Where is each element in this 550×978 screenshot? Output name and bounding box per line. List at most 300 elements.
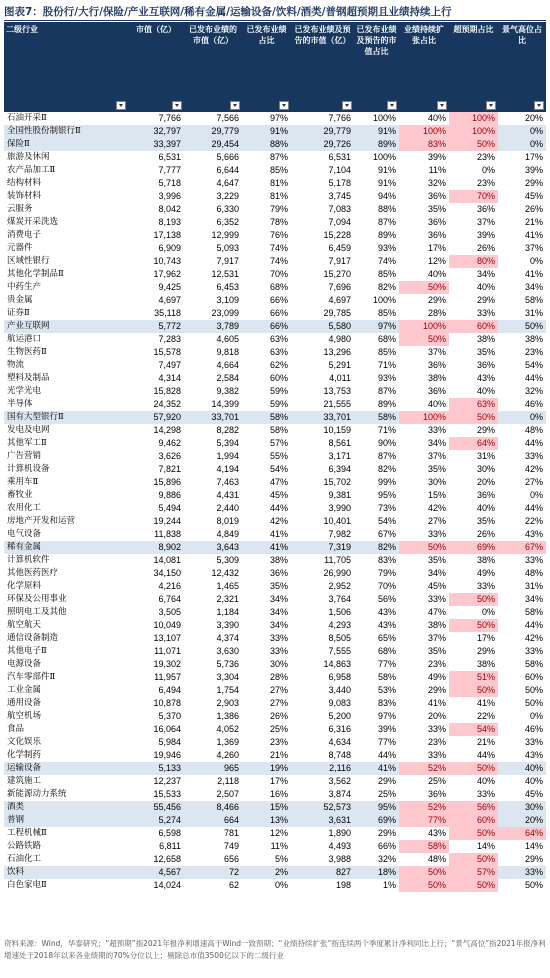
value-cell: 6,352 [216, 217, 239, 227]
value-cell: 10,743 [153, 256, 181, 266]
value-cell: 77% [377, 737, 396, 747]
value-cell: 6,531 [328, 152, 351, 162]
value-cell: 58% [524, 659, 543, 669]
value-cell: 62 [228, 880, 239, 890]
value-cell: 66% [269, 308, 288, 318]
value-cell: 43% [377, 620, 396, 630]
value-cell: 29,779 [184, 125, 242, 138]
value-cell: 33% [269, 633, 288, 643]
industry-name-cell: 畜牧业 [7, 490, 33, 500]
value-cell: 37% [427, 347, 446, 357]
table-row [4, 255, 546, 268]
value-cell: 8,466 [184, 801, 242, 814]
value-cell: 19,946 [153, 750, 181, 760]
value-cell: 4,493 [328, 841, 351, 851]
table-row [4, 775, 546, 788]
value-cell: 33% [524, 737, 543, 747]
value-cell: 44% [524, 373, 543, 383]
value-cell: 50% [399, 866, 449, 879]
value-cell: 82% [377, 464, 396, 474]
value-cell: 63% [269, 347, 288, 357]
value-cell: 66% [269, 295, 288, 305]
value-cell: 42% [427, 503, 446, 513]
filter-dropdown-icon[interactable] [172, 101, 182, 110]
industry-name-cell: 其他化学制品Ⅱ [7, 269, 64, 279]
value-cell: 20% [476, 477, 495, 487]
value-cell: 4,314 [158, 373, 181, 383]
industry-name-cell: 其他医药医疗 [7, 568, 59, 578]
value-cell: 8,748 [328, 750, 351, 760]
value-cell: 4,011 [329, 373, 351, 383]
value-cell: 69% [354, 814, 399, 827]
value-cell: 80% [449, 255, 498, 268]
value-cell: 7,777 [158, 165, 181, 175]
value-cell: 1,465 [216, 581, 239, 591]
value-cell: 48% [524, 568, 543, 578]
value-cell: 74% [377, 256, 396, 266]
value-cell: 4,664 [216, 360, 239, 370]
value-cell: 0% [481, 165, 495, 175]
value-cell: 7,083 [328, 204, 351, 214]
col-header-published-forecast-share: 已发布业绩及预告的市值占比 [354, 22, 399, 112]
value-cell: 23% [427, 737, 446, 747]
value-cell: 21% [476, 737, 495, 747]
industry-name-cell: 稀有金属 [4, 541, 128, 554]
industry-name-cell: 航空航天 [7, 620, 42, 630]
value-cell: 41% [476, 698, 495, 708]
value-cell: 33% [427, 529, 446, 539]
table-row [4, 814, 546, 827]
value-cell: 42% [524, 464, 543, 474]
table-row [4, 437, 546, 450]
table-row [4, 866, 546, 879]
industry-name-cell: 农用化工 [7, 503, 42, 513]
value-cell: 38% [524, 334, 543, 344]
value-cell: 37% [476, 217, 495, 227]
table-row [4, 567, 546, 580]
value-cell: 5,274 [128, 814, 184, 827]
value-cell: 3,304 [216, 672, 239, 682]
industry-name-cell: 贵金属 [7, 295, 33, 305]
value-cell: 30% [427, 477, 446, 487]
value-cell: 40% [524, 776, 543, 786]
value-cell: 47% [269, 477, 288, 487]
table-row [4, 788, 546, 801]
value-cell: 5,666 [216, 152, 239, 162]
value-cell: 45% [524, 191, 543, 201]
value-cell: 95% [354, 801, 399, 814]
value-cell: 50% [449, 593, 498, 606]
filter-dropdown-icon[interactable] [279, 101, 289, 110]
filter-dropdown-icon[interactable] [387, 101, 397, 110]
value-cell: 32% [524, 386, 543, 396]
value-cell: 7,094 [328, 217, 351, 227]
filter-dropdown-icon[interactable] [116, 101, 126, 110]
table-row [4, 463, 546, 476]
value-cell: 34% [269, 620, 288, 630]
value-cell: 17% [476, 633, 495, 643]
value-cell: 2,118 [217, 776, 239, 786]
industry-name-cell: 国有大型银行Ⅱ [4, 411, 128, 424]
value-cell: 26,990 [323, 568, 351, 578]
value-cell: 68% [377, 646, 396, 656]
value-cell: 54% [524, 360, 543, 370]
value-cell: 15,828 [153, 386, 181, 396]
value-cell: 44% [377, 750, 396, 760]
value-cell: 9,818 [216, 347, 239, 357]
value-cell: 41% [524, 230, 543, 240]
value-cell: 12,237 [153, 776, 181, 786]
industry-name-cell: 光学光电 [7, 386, 42, 396]
value-cell: 42% [524, 633, 543, 643]
value-cell: 5,200 [328, 711, 351, 721]
value-cell: 15,228 [323, 230, 351, 240]
value-cell: 26% [524, 204, 543, 214]
value-cell: 13,107 [153, 633, 181, 643]
value-cell: 23% [524, 347, 543, 357]
value-cell: 85% [269, 165, 288, 175]
value-cell: 27% [427, 516, 446, 526]
value-cell: 10,401 [323, 516, 351, 526]
table-body [4, 112, 546, 892]
value-cell: 6,644 [216, 165, 239, 175]
value-cell: 8,561 [328, 438, 351, 448]
filter-dropdown-icon[interactable] [486, 101, 496, 110]
industry-name-cell: 其他军工Ⅱ [7, 438, 47, 448]
value-cell: 38% [427, 373, 446, 383]
value-cell: 33% [524, 451, 543, 461]
value-cell: 20% [524, 113, 543, 123]
value-cell: 4,567 [128, 866, 184, 879]
value-cell: 60% [269, 373, 288, 383]
value-cell: 5,494 [158, 503, 181, 513]
value-cell: 36% [476, 490, 495, 500]
value-cell: 27% [269, 698, 288, 708]
value-cell: 29,779 [291, 125, 354, 138]
value-cell: 91% [377, 165, 396, 175]
value-cell: 34% [524, 282, 543, 292]
value-cell: 25% [377, 789, 396, 799]
table-row [4, 554, 546, 567]
value-cell: 88% [242, 138, 291, 151]
value-cell: 1,506 [328, 607, 351, 617]
value-cell: 0% [498, 138, 546, 151]
value-cell: 70% [449, 190, 498, 203]
industry-name-cell: 汽车零部件Ⅱ [7, 672, 56, 682]
value-cell: 17% [427, 243, 446, 253]
value-cell: 40% [427, 113, 446, 123]
value-cell: 5,178 [328, 178, 351, 188]
value-cell: 2,507 [216, 789, 239, 799]
value-cell: 5,093 [216, 243, 239, 253]
value-cell: 3,626 [158, 451, 181, 461]
value-cell: 15,578 [153, 347, 181, 357]
value-cell: 94% [377, 191, 396, 201]
value-cell: 18% [354, 866, 399, 879]
industry-name-cell: 通信设备制造 [7, 633, 59, 643]
industry-name-cell: 塑料及制品 [7, 373, 50, 383]
filter-dropdown-icon[interactable] [230, 101, 240, 110]
value-cell: 0% [498, 411, 546, 424]
value-cell: 32,797 [128, 125, 184, 138]
value-cell: 44% [524, 620, 543, 630]
value-cell: 7,463 [216, 477, 239, 487]
industry-name-cell: 环保及公用事业 [7, 594, 67, 604]
industry-name-cell: 工程机械Ⅱ [7, 828, 47, 838]
value-cell: 38% [427, 620, 446, 630]
industry-name-cell: 普钢 [4, 814, 128, 827]
value-cell: 36% [427, 789, 446, 799]
value-cell: 6,811 [159, 841, 181, 851]
value-cell: 33% [269, 646, 288, 656]
value-cell: 73% [377, 503, 396, 513]
value-cell: 6,316 [328, 724, 351, 734]
value-cell: 83% [377, 555, 396, 565]
industry-name-cell: 云服务 [7, 204, 33, 214]
industry-name-cell: 区域性银行 [7, 256, 50, 266]
value-cell: 23% [427, 659, 446, 669]
value-cell: 29% [427, 685, 446, 695]
value-cell: 3,874 [328, 789, 351, 799]
value-cell: 21% [269, 750, 288, 760]
value-cell: 17,138 [153, 230, 181, 240]
table-row [4, 346, 546, 359]
value-cell: 100% [372, 295, 396, 305]
filter-dropdown-icon[interactable] [342, 101, 352, 110]
value-cell: 35% [427, 555, 446, 565]
value-cell: 68% [269, 282, 288, 292]
value-cell: 2,903 [216, 698, 239, 708]
value-cell: 50% [449, 853, 498, 866]
value-cell: 12% [269, 828, 288, 838]
value-cell: 7,104 [328, 165, 351, 175]
value-cell: 6,459 [328, 243, 351, 253]
value-cell: 40% [427, 269, 446, 279]
value-cell: 3,109 [216, 295, 239, 305]
value-cell: 0% [498, 125, 546, 138]
value-cell: 34% [269, 594, 288, 604]
filter-dropdown-icon[interactable] [534, 101, 544, 110]
value-cell: 6,958 [328, 672, 351, 682]
table-row [4, 294, 546, 307]
value-cell: 58% [524, 607, 543, 617]
value-cell: 39% [377, 724, 396, 734]
value-cell: 34,150 [153, 568, 181, 578]
col-header-published-share: 已发布业绩占比 [242, 22, 291, 112]
value-cell: 60% [449, 814, 498, 827]
value-cell: 26% [476, 529, 495, 539]
value-cell: 33% [427, 594, 446, 604]
value-cell: 3,988 [328, 854, 351, 864]
value-cell: 43% [377, 607, 396, 617]
value-cell: 89% [377, 230, 396, 240]
value-cell: 0% [529, 256, 543, 266]
table-row [4, 749, 546, 762]
value-cell: 12,531 [211, 269, 239, 279]
value-cell: 14% [524, 841, 543, 851]
value-cell: 4,216 [158, 581, 181, 591]
value-cell: 85% [377, 308, 396, 318]
value-cell: 29,785 [323, 308, 351, 318]
value-cell: 43% [524, 750, 543, 760]
industry-name-cell: 证券Ⅱ [7, 308, 30, 318]
value-cell: 50% [449, 827, 498, 840]
industry-name-cell: 产业互联网 [4, 320, 128, 333]
value-cell: 89% [354, 138, 399, 151]
value-cell: 50% [524, 698, 543, 708]
value-cell: 26% [476, 243, 495, 253]
value-cell: 81% [269, 178, 288, 188]
value-cell: 8,282 [216, 425, 239, 435]
value-cell: 4,194 [216, 464, 239, 474]
value-cell: 23,099 [211, 308, 239, 318]
value-cell: 28% [269, 672, 288, 682]
value-cell: 85% [377, 347, 396, 357]
value-cell: 17% [524, 152, 543, 162]
industry-name-cell: 运输设备 [4, 762, 128, 775]
table-row [4, 320, 546, 333]
value-cell: 51% [449, 671, 498, 684]
value-cell: 6,598 [158, 828, 181, 838]
value-cell: 7,566 [216, 113, 239, 123]
value-cell: 13% [242, 814, 291, 827]
value-cell: 87% [377, 451, 396, 461]
value-cell: 79% [377, 568, 396, 578]
value-cell: 38% [476, 334, 495, 344]
value-cell: 50% [399, 333, 449, 346]
value-cell: 50% [449, 762, 498, 775]
value-cell: 8,042 [158, 204, 181, 214]
table-row [4, 411, 546, 424]
value-cell: 11,705 [324, 555, 351, 565]
value-cell: 41% [269, 529, 288, 539]
table-row [4, 619, 546, 632]
value-cell: 4,980 [328, 334, 351, 344]
value-cell: 38% [269, 555, 288, 565]
value-cell: 30% [269, 659, 288, 669]
value-cell: 7,497 [158, 360, 181, 370]
value-cell: 41% [354, 762, 399, 775]
value-cell: 35% [269, 581, 288, 591]
value-cell: 39% [476, 230, 495, 240]
value-cell: 40% [476, 386, 495, 396]
value-cell: 30% [498, 801, 546, 814]
value-cell: 25% [269, 724, 288, 734]
value-cell: 1,754 [216, 685, 239, 695]
value-cell: 33,397 [128, 138, 184, 151]
table-row [4, 177, 546, 190]
industry-name-cell: 结构材料 [7, 178, 42, 188]
value-cell: 29% [476, 425, 495, 435]
col-header-market-cap: 市值（亿） [128, 22, 184, 112]
value-cell: 44% [524, 438, 543, 448]
value-cell: 30% [476, 464, 495, 474]
value-cell: 5,370 [158, 711, 181, 721]
value-cell: 3,562 [328, 776, 351, 786]
value-cell: 100% [399, 125, 449, 138]
value-cell: 17,962 [153, 269, 181, 279]
industry-name-cell: 新能源动力系统 [7, 789, 67, 799]
value-cell: 14,081 [153, 555, 181, 565]
value-cell: 15,896 [153, 477, 181, 487]
value-cell: 33% [524, 646, 543, 656]
value-cell: 82% [354, 541, 399, 554]
value-cell: 0% [481, 607, 495, 617]
value-cell: 749 [223, 841, 239, 851]
value-cell: 35,118 [154, 308, 181, 318]
industry-name-cell: 建筑施工 [7, 776, 42, 786]
value-cell: 97% [377, 711, 396, 721]
industry-name-cell: 乘用车Ⅱ [7, 477, 39, 487]
table-row [4, 528, 546, 541]
value-cell: 72 [184, 866, 242, 879]
value-cell: 37% [524, 243, 543, 253]
value-cell: 14,863 [323, 659, 351, 669]
table-row [4, 723, 546, 736]
value-cell: 34% [476, 269, 495, 279]
col-header-published-cap: 已发布业绩的市值（亿） [184, 22, 242, 112]
value-cell: 6,453 [216, 282, 239, 292]
industry-name-cell: 广告营销 [7, 451, 42, 461]
value-cell: 15,533 [153, 789, 181, 799]
value-cell: 4,374 [216, 633, 239, 643]
value-cell: 52% [399, 801, 449, 814]
value-cell: 6,531 [158, 152, 181, 162]
value-cell: 29% [377, 828, 396, 838]
value-cell: 60% [449, 320, 498, 333]
value-cell: 29,726 [291, 138, 354, 151]
value-cell: 93% [377, 373, 396, 383]
value-cell: 3,996 [158, 191, 181, 201]
value-cell: 15,270 [323, 269, 351, 279]
value-cell: 48% [427, 854, 446, 864]
value-cell: 7,766 [328, 113, 351, 123]
value-cell: 59% [269, 386, 288, 396]
value-cell: 4,293 [328, 620, 351, 630]
value-cell: 58% [524, 295, 543, 305]
value-cell: 35% [476, 347, 495, 357]
filter-dropdown-icon[interactable] [437, 101, 447, 110]
value-cell: 23% [476, 178, 495, 188]
value-cell: 6,394 [328, 464, 351, 474]
value-cell: 76% [269, 230, 288, 240]
value-cell: 8,193 [158, 217, 181, 227]
industry-name-cell: 化学制药 [7, 750, 42, 760]
value-cell: 37% [427, 451, 446, 461]
value-cell: 42% [269, 516, 288, 526]
value-cell: 43% [427, 828, 446, 838]
value-cell: 41% [242, 541, 291, 554]
value-cell: 4,697 [158, 295, 181, 305]
value-cell: 70% [377, 581, 396, 591]
value-cell: 6,764 [158, 594, 181, 604]
value-cell: 54% [449, 723, 498, 736]
value-cell: 79% [269, 204, 288, 214]
value-cell: 5,309 [216, 555, 239, 565]
industry-name-cell: 照明电工及其他 [7, 607, 67, 617]
value-cell: 0% [529, 490, 543, 500]
value-cell: 14,024 [153, 880, 181, 890]
value-cell: 33% [427, 425, 446, 435]
table-row [4, 333, 546, 346]
industry-name-cell: 工业金属 [7, 685, 42, 695]
value-cell: 0% [274, 880, 288, 890]
value-cell: 36% [476, 204, 495, 214]
value-cell: 7,696 [328, 282, 351, 292]
value-cell: 36% [269, 568, 288, 578]
value-cell: 29% [476, 646, 495, 656]
table-row [4, 125, 546, 138]
